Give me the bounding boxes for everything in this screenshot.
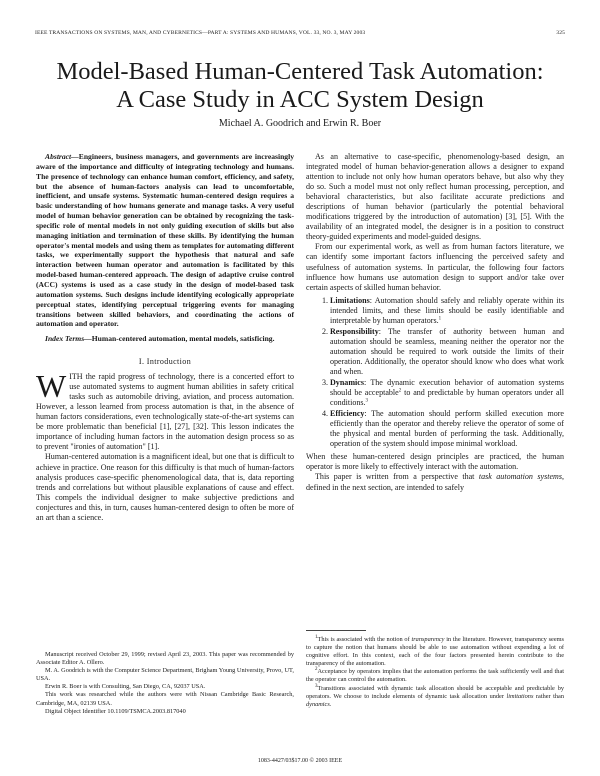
right-paragraph-1: As an alternative to case-specific, phenomenology-based design, an integrated model of human behavior-generation allows a designer to expand attention to include not only how human operators behave, but also why they do so. Such a model must not only reflect human processing, perception, and behavioral characteristics, but also facilitate accurate predictions and descriptions of human behavior (particularly the potential behavioral modifications triggered by the introduction of automation) [3], [5]. With the availability of an integrated model, the designer is in a position to construct theory-guided experiments and model-guided designs.: [306, 152, 564, 242]
footnote-marker: 1: [438, 316, 442, 322]
paper-title: [0, 58, 600, 114]
footnote-marker: 2: [398, 388, 402, 394]
left-footnotes: [36, 651, 294, 716]
list-item-text: : The transfer of authority between human and automation should be seamless, meaning neither the operator nor the automation should be required to work outside the limits of their operation. Additionally, the operator should know who does what work and when.: [330, 326, 564, 376]
index-terms-text: Human-centered automation, mental models, satisficing.: [91, 334, 275, 344]
intro-p1-text: ITH the rapid progress of technology, there is a concerted effort to use automated systems to augment human abilities in safety critical tasks such as automobile driving, aviation, and process automation. However, a lesson learned from process automation is that, in the absence of human factors considerations, even technologically state-of-the-art systems can be more problematic than beneficial [1], [27], [32]. This lesson indicates the importance of including human factors in the automation design process so as to prevent "ironies of automation" [1].: [36, 372, 294, 452]
footnote-text: in the literature. However, transparency seems to capture the notion that humans should be able to use automation without expending a lot of cognitive effort. In this context, each of the four factors presented herein contribute to the transparency of the automation.: [306, 636, 564, 668]
page-number: 325: [556, 30, 565, 36]
list-item-label: Dynamics: [330, 378, 364, 388]
author-affiliation-1: M. A. Goodrich is with the Computer Science Department, Brigham Young University, Provo, UT, USA.: [36, 667, 294, 683]
footnote-2: [306, 668, 564, 684]
list-item-label: Responsibility: [330, 326, 379, 336]
footnote-1: [306, 636, 564, 668]
para-text: This paper is written from a perspective that: [315, 472, 479, 482]
list-item-text: : Automation should safely and reliably operate within its intended limits, and these limits should be easily identifiable and interpretable by human operators.: [330, 295, 564, 325]
authors: Michael A. Goodrich and Erwin R. Boer: [218, 118, 382, 129]
footnote-text: Transitions associated with dynamic task allocation should be acceptable and predictable by operators. We choose to include elements of dynamic task allocation under: [306, 684, 564, 700]
footnote-number: 2: [315, 667, 318, 673]
footnote-3: [306, 685, 564, 709]
list-item-label: Efficiency: [330, 409, 365, 419]
footnote-marker: 3: [365, 398, 369, 404]
section-heading-introduction: I. Introduction: [138, 357, 192, 367]
list-item-text: : The automation should perform skilled execution more efficiently than the operator and thereby relieve the operator of some of the physical and mental burden of performing the task. Additionally, operation of the system should impose minimal workload.: [330, 409, 564, 449]
intro-paragraph-1: [36, 368, 294, 452]
footnote-number: 1: [315, 634, 318, 640]
copyright-footer: 1083-4427/03$17.00 © 2003 IEEE: [257, 758, 343, 764]
author-affiliation-2: Erwin R. Boer is with Consulting, San Diego, CA, 92037 USA.: [45, 683, 206, 691]
list-item-text: : The dynamic execution behavior of automation systems should be acceptable: [330, 378, 564, 398]
footnote-text: This is associated with the notion of: [317, 636, 412, 643]
abstract-text: Engineers, business managers, and governments are increasingly aware of the importance and difficulty of integrating technology and humans. The presence of technology can enhance human comfort, efficiency, and safety, but the absence of human-factors analysis can lead to uncomfortable, inefficient, and unsafe systems. Systematic human-centered design requires a basic understanding of how humans generate and manage tasks. A very useful model of human behavior generation can be obtained by recognizing the task-specific role of mental models in not only guiding execution of skills but also managing initiation and termination of these skills. By identifying the human operator's mental models and using them as templates for automating different tasks, we experimentally support the hypothesis that natural and safe interaction between human operator and automation is facilitated by this model-based human-centered approach. The design of adaptive cruise control (ACC) systems is used as a case study in the design of model-based task automation systems. Such designs include identifying ecologically appropriate perceptual states, identifying perceptual triggering events for managing transitions between skilled behaviors, and coordinating the actions of automation and operator.: [36, 152, 294, 329]
footnote-text: .: [329, 700, 332, 708]
footnote-number: 3: [315, 683, 318, 689]
list-item-text: to and predictable by human operators under all conditions.: [330, 388, 565, 408]
journal-header: IEEE TRANSACTIONS ON SYSTEMS, MAN, AND CYBERNETICS—PART A: SYSTEMS AND HUMANS, VOL. 33, NO. 3, MAY 2003: [35, 30, 366, 36]
para-emphasis: task automation systems: [478, 472, 562, 482]
para-text: , defined in the next section, are intended to safely: [306, 472, 564, 492]
intro-paragraph-2: Human-centered automation is a magnificent ideal, but one that is difficult to achieve in practice. One reason for this difficulty is that much of human-factors analysis produces case-specific phenomenological data, that is, data reporting trends and correlations but without plausible explanations of cause and effect. This compels the individual designer to make subjective predictions and conjectures and this, in turn, causes human-centered design to often be more of an art than a science.: [36, 452, 294, 522]
drop-cap: W: [36, 368, 67, 405]
footnote-emphasis: dynamics: [306, 700, 330, 708]
abstract: [36, 152, 294, 329]
right-paragraph-4: [306, 472, 564, 492]
footnote-emphasis: transparency: [411, 636, 445, 643]
running-header: [35, 30, 565, 40]
index-terms: [36, 334, 294, 344]
footnote-text: Acceptance by operators implies that the automation performs the task sufficiently well and that the operator can control the automation.: [306, 668, 564, 684]
left-column: [36, 152, 294, 523]
doi: Digital Object Identifier 10.1109/TSMCA.2003.817040: [45, 707, 186, 715]
index-terms-label: Index Terms—: [45, 334, 92, 344]
manuscript-note: Manuscript received October 29, 1999; revised April 23, 2003. This paper was recommended by Associate Editor A. Ollero.: [36, 651, 294, 667]
list-item: [330, 296, 564, 326]
list-item: [330, 378, 564, 408]
list-item: [330, 327, 564, 377]
right-column: [306, 152, 564, 493]
footnote-rule: [306, 630, 366, 631]
abstract-label: Abstract—: [45, 152, 79, 161]
right-paragraph-3: When these human-centered design principles are practiced, the human operator is more likely to effectively interact with the automation.: [306, 452, 564, 472]
title-line-2: A Case Study in ACC System Design: [116, 86, 484, 113]
research-note: This work was researched while the authors were with Nissan Cambridge Basic Research, Cambridge, MA, 02139 USA.: [36, 691, 294, 707]
footnote-emphasis: limitations: [506, 692, 534, 700]
factor-list: [306, 296, 564, 450]
list-item-label: Limitations: [330, 295, 370, 305]
title-line-1: Model-Based Human-Centered Task Automation:: [56, 58, 544, 85]
footnote-text: rather than: [533, 692, 564, 700]
list-item: [330, 409, 564, 449]
right-footnotes: [306, 636, 564, 709]
right-paragraph-2: From our experimental work, as well as from human factors literature, we can identify some important factors influencing the perceived safety and usefulness of automation systems. In particular, the following four factors influence how humans use automation design to support and/or take over certain aspects of skilled human behavior.: [306, 242, 564, 292]
